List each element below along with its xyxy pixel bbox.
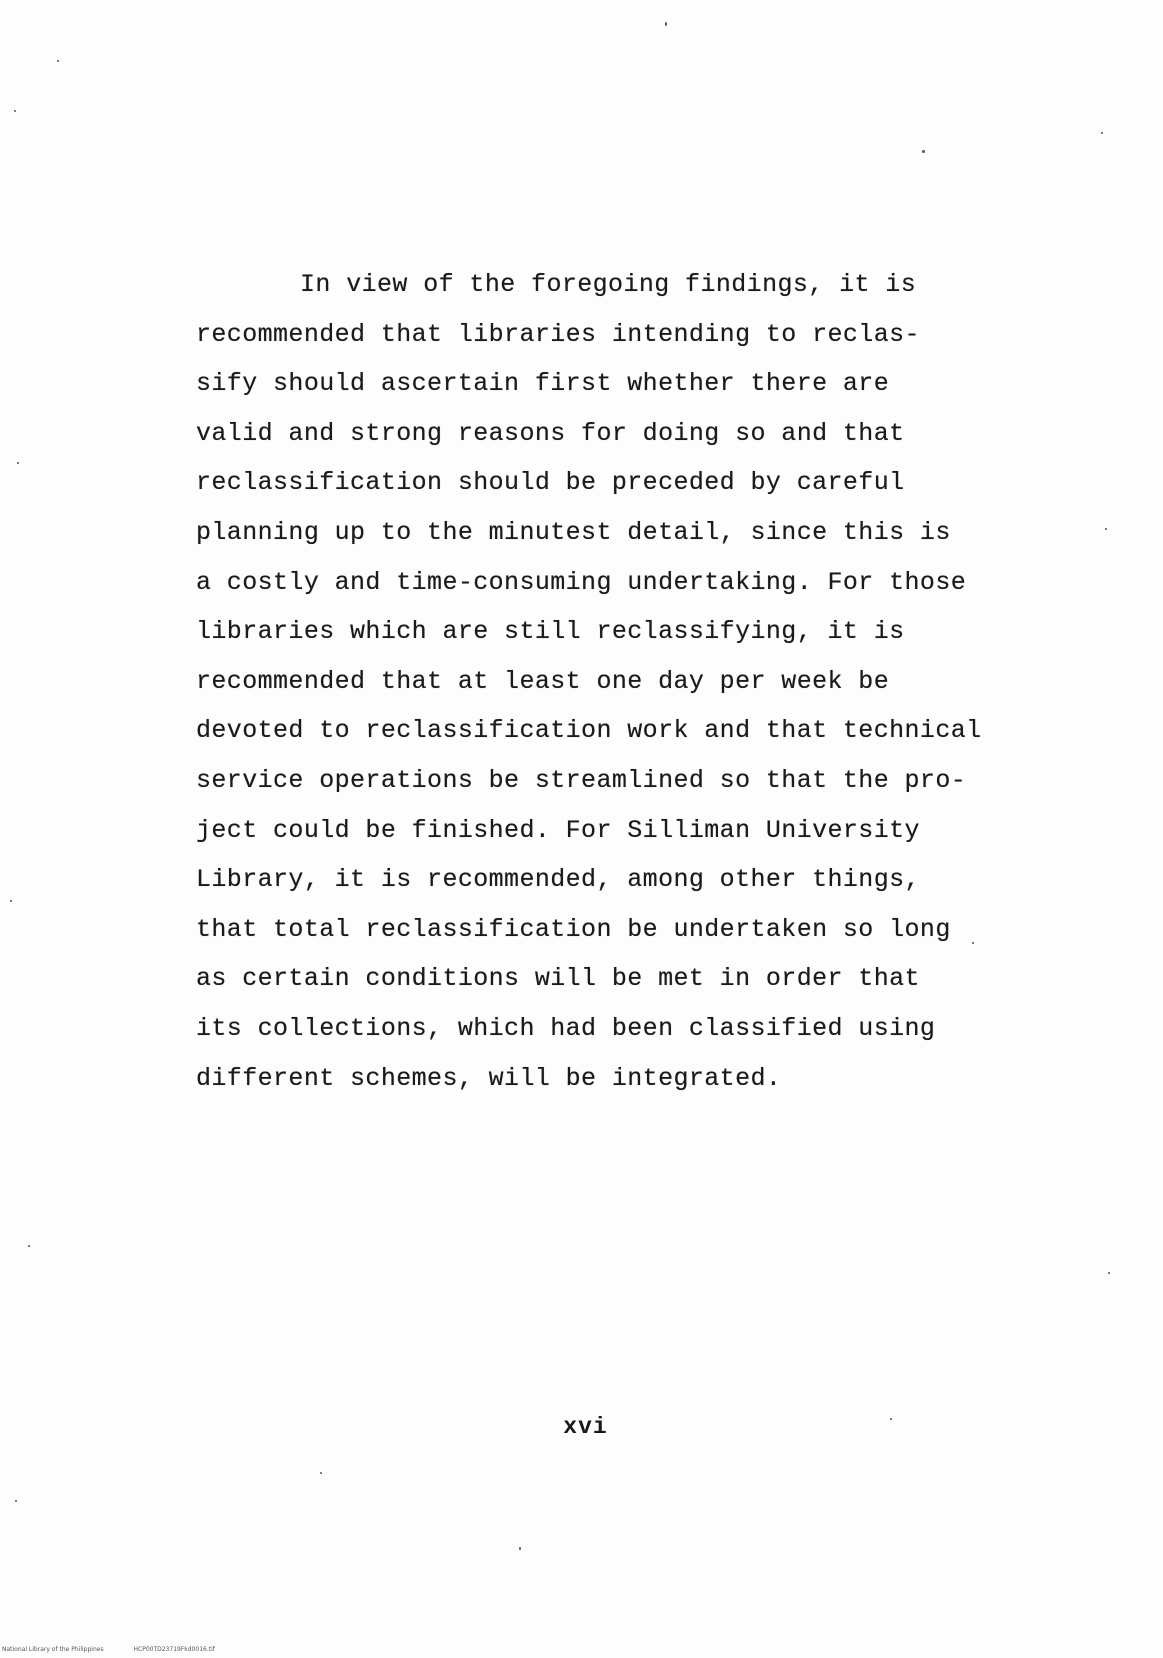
- paragraph-line: as certain conditions will be met in order that: [196, 964, 920, 994]
- paragraph-line: sify should ascertain first whether there are: [196, 369, 890, 399]
- scan-speck: [665, 22, 667, 26]
- paragraph-line: devoted to reclassification work and that technical: [196, 716, 982, 746]
- paragraph-line: valid and strong reasons for doing so and that: [196, 418, 905, 448]
- paragraph-line: recommended that libraries intending to reclas-: [196, 319, 920, 349]
- paragraph-line: Library, it is recommended, among other things,: [196, 865, 920, 895]
- scan-speck: [1108, 1272, 1110, 1274]
- paragraph-line: libraries which are still reclassifying, it is: [196, 617, 905, 647]
- scan-speck: [57, 60, 59, 62]
- scan-speck: [28, 1245, 30, 1247]
- scan-speck: [17, 462, 19, 464]
- scan-speck: [922, 150, 925, 153]
- page-number: xvi: [563, 1414, 608, 1440]
- paragraph-line: ject could be finished. For Silliman University: [196, 815, 920, 845]
- scan-speck: [1105, 528, 1107, 530]
- paragraph-line: its collections, which had been classified using: [196, 1013, 936, 1043]
- paragraph-line: reclassification should be preceded by careful: [196, 468, 905, 498]
- paragraph-line: In view of the foregoing findings, it is: [300, 270, 917, 299]
- paragraph-line: service operations be streamlined so that the pro-: [196, 765, 967, 795]
- paragraph-line: a costly and time-consuming undertaking. For those: [196, 567, 967, 597]
- paragraph-line: different schemes, will be integrated.: [196, 1063, 782, 1093]
- file-id: HCP00TD23719Fkd0016.tif: [133, 1646, 215, 1653]
- scan-speck: [890, 1418, 892, 1420]
- paragraph-line: recommended that at least one day per week be: [196, 666, 890, 696]
- scan-speck: [15, 1500, 17, 1502]
- scan-speck: [10, 900, 12, 902]
- scan-speck: [972, 942, 974, 944]
- paragraph-line: that total reclassification be undertaken so long: [196, 914, 951, 944]
- library-name: National Library of the Philippines: [2, 1646, 104, 1653]
- scan-footer-stamp: [2, 1646, 243, 1656]
- scan-speck: [320, 1472, 322, 1474]
- recommendation-paragraph: [196, 260, 996, 1103]
- scan-speck: [1101, 132, 1103, 134]
- paragraph-line: planning up to the minutest detail, since this is: [196, 517, 951, 547]
- scan-speck: [14, 110, 16, 112]
- scan-speck: [519, 1547, 521, 1550]
